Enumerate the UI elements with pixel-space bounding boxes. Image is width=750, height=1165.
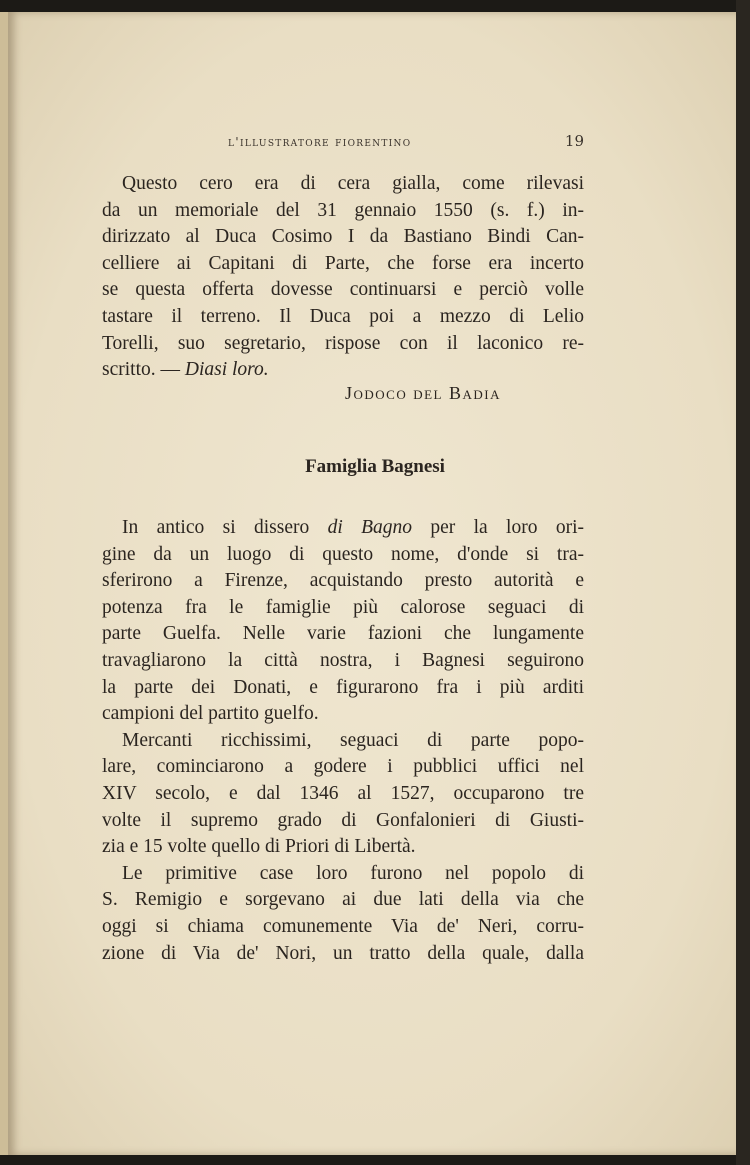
text-line: XIV secolo, e dal 1346 al 1527, occuparono tre <box>102 782 584 804</box>
text-line: lare, cominciarono a godere i pubblici uffici nel <box>102 756 584 778</box>
text-line: tastare il terreno. Il Duca poi a mezzo di Lelio <box>102 305 584 327</box>
text-line: Torelli, suo segretario, rispose con il laconico re- <box>102 332 584 354</box>
page-number: 19 <box>564 132 584 150</box>
section-heading: Famiglia Bagnesi <box>305 456 445 477</box>
text-line: Le primitive case loro furono nel popolo di <box>122 862 584 884</box>
text-line: potenza fra le famiglie più calorose seguaci di <box>102 596 584 618</box>
text-line <box>102 357 584 384</box>
text-line <box>102 515 584 542</box>
text-line: volte il supremo grado di Gonfalonieri di Giusti- <box>102 809 584 831</box>
text-span: per la loro ori- <box>412 517 584 538</box>
text-line: Mercanti ricchissimi, seguaci di parte popo- <box>122 729 584 751</box>
text-span: scritto. — <box>102 359 185 381</box>
italic-term: di Bagno <box>327 517 413 538</box>
italic-quote: Diasi loro. <box>184 359 269 381</box>
author-signature: Jodoco del Badia <box>345 383 501 403</box>
text-line: celliere ai Capitani di Parte, che forse era incerto <box>102 252 584 274</box>
text-line: campioni del partito guelfo. <box>102 703 319 725</box>
text-line: sferirono a Firenze, acquistando presto autorità e <box>102 570 584 592</box>
paragraph-2 <box>102 515 584 967</box>
text-line: se questa offerta dovesse continuarsi e perciò volle <box>102 279 584 301</box>
text-line: dirizzato al Duca Cosimo I da Bastiano Bindi Can- <box>102 226 584 248</box>
paragraph-1 <box>102 171 584 384</box>
page-edge-right <box>736 0 750 1165</box>
text-line: parte Guelfa. Nelle varie fazioni che lungamente <box>102 623 584 645</box>
text-line: S. Remigio e sorgevano ai due lati della via che <box>102 889 584 911</box>
text-line: travagliarono la città nostra, i Bagnesi seguirono <box>102 649 584 671</box>
text-line: Questo cero era di cera gialla, come rilevasi <box>122 173 584 194</box>
running-title: l'illustratore fiorentino <box>228 134 412 149</box>
text-line: zia e 15 volte quello di Priori di Libertà. <box>102 836 416 858</box>
text-span: In antico si dissero <box>122 517 328 538</box>
text-line: gine da un luogo di questo nome, d'onde si tra- <box>102 543 584 565</box>
text-line: da un memoriale del 31 gennaio 1550 (s. f.) in- <box>102 199 584 221</box>
text-line: oggi si chiama comunemente Via de' Neri, corru- <box>102 915 584 937</box>
text-line: la parte dei Donati, e figurarono fra i più arditi <box>102 676 584 698</box>
text-line: zione di Via de' Nori, un tratto della quale, dalla <box>102 942 584 964</box>
